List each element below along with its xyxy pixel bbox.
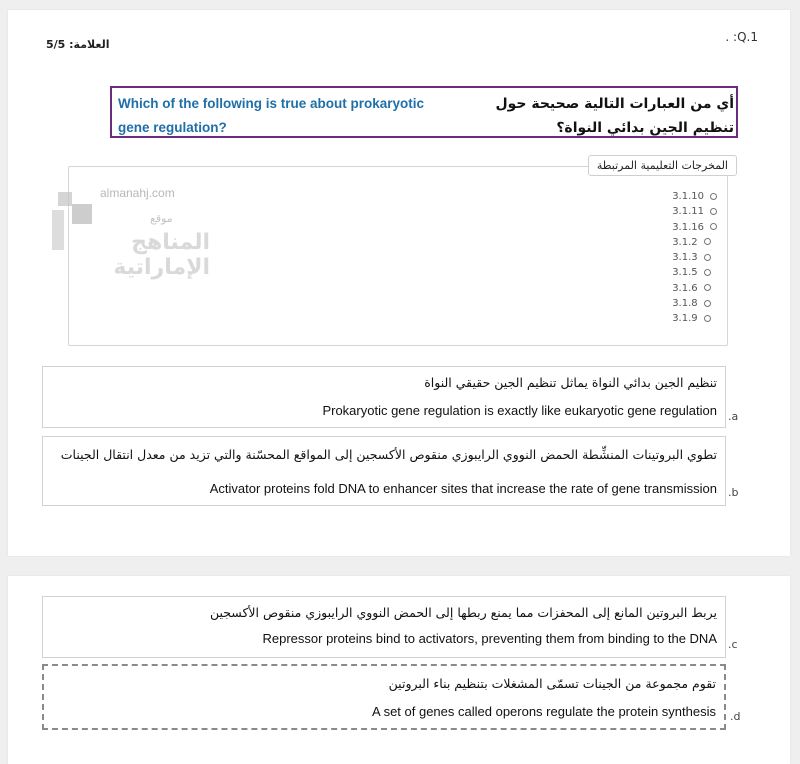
score-label: العلامة: 5/5 bbox=[46, 38, 110, 51]
question-box bbox=[110, 86, 738, 138]
learning-outcomes-list bbox=[672, 189, 717, 327]
outcome-item: 3.1.16 bbox=[672, 220, 717, 235]
outcome-item: 3.1.2 bbox=[672, 235, 717, 250]
option-a-letter: .a bbox=[728, 410, 739, 423]
bullet-icon bbox=[704, 300, 711, 307]
option-c-text-en: Repressor proteins bind to activators, preventing them from binding to the DNA bbox=[262, 631, 717, 646]
option-b-text-en: Activator proteins fold DNA to enhancer sites that increase the rate of gene transmission bbox=[209, 481, 717, 496]
option-b-text-ar: تطوي البروتينات المنشِّطة الحمض النووي الرايبوزي منقوص الأكسجين إلى المواقع المحسّنة والتي تزيد من معدل انتقال الجينات bbox=[60, 447, 717, 462]
option-c-text-ar: يربط البروتين المانع إلى المحفزات مما يمنع ربطها إلى الحمض النووي الرايبوزي منقوص الأكسجين bbox=[209, 605, 717, 620]
watermark-logo-icon bbox=[72, 204, 92, 224]
outcome-item: 3.1.11 bbox=[672, 204, 717, 219]
bullet-icon bbox=[710, 208, 717, 215]
outcome-item: 3.1.10 bbox=[672, 189, 717, 204]
option-d-text-ar: تقوم مجموعة من الجينات تسمّى المشغلات بتنظيم بناء البروتين bbox=[388, 676, 716, 691]
watermark-line2: المناهج الإماراتية bbox=[113, 230, 210, 280]
option-a[interactable] bbox=[42, 366, 726, 428]
watermark bbox=[50, 186, 210, 280]
option-d-text-en: A set of genes called operons regulate the protein synthesis bbox=[372, 704, 716, 719]
bullet-icon bbox=[710, 193, 717, 200]
outcome-item: 3.1.5 bbox=[672, 265, 717, 280]
bullet-icon bbox=[710, 223, 717, 230]
question-card bbox=[8, 10, 790, 556]
question-text-en: Which of the following is true about prokaryotic gene regulation? bbox=[118, 96, 425, 135]
option-b-letter: .b bbox=[728, 486, 739, 499]
outcome-item: 3.1.6 bbox=[672, 281, 717, 296]
option-c-letter: .c bbox=[728, 638, 738, 651]
bullet-icon bbox=[704, 315, 711, 322]
outcome-item: 3.1.3 bbox=[672, 250, 717, 265]
bullet-icon bbox=[704, 269, 711, 276]
watermark-line1: موقع bbox=[150, 212, 173, 225]
bullet-icon bbox=[704, 238, 711, 245]
option-a-text-en: Prokaryotic gene regulation is exactly like eukaryotic gene regulation bbox=[322, 403, 717, 418]
option-b[interactable] bbox=[42, 436, 726, 506]
question-text-ar: أي من العبارات التالية صحيحة حول تنظيم الجين بدائي النواة؟ bbox=[495, 96, 734, 136]
bullet-icon bbox=[704, 284, 711, 291]
option-d-letter: .d bbox=[730, 710, 741, 723]
bullet-icon bbox=[704, 254, 711, 261]
watermark-logo-icon bbox=[52, 210, 64, 250]
outcome-item: 3.1.8 bbox=[672, 296, 717, 311]
option-c[interactable] bbox=[42, 596, 726, 658]
question-number: . :Q.1 bbox=[725, 30, 758, 44]
option-a-text-ar: تنظيم الجين بدائي النواة يماثل تنظيم الجين حقيقي النواة bbox=[424, 375, 717, 390]
watermark-logo-icon bbox=[58, 192, 72, 206]
option-d[interactable] bbox=[42, 664, 726, 730]
outcome-item: 3.1.9 bbox=[672, 311, 717, 326]
watermark-site: almanahj.com bbox=[100, 186, 175, 200]
question-card-continued bbox=[8, 576, 790, 764]
learning-outcomes-title[interactable]: المخرجات التعليمية المرتبطة bbox=[588, 155, 737, 176]
